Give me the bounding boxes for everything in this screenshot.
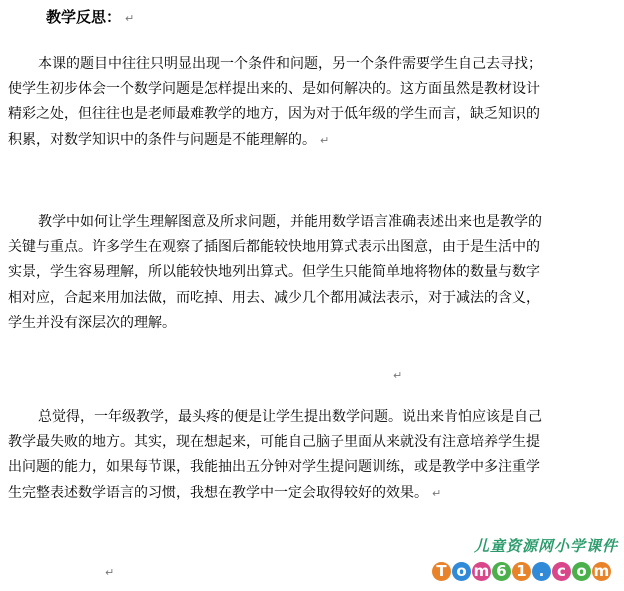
paragraph-line: 使学生初步体会一个数学问题是怎样提出来的、是如何解决的。这方面虽然是教材设计 [8, 81, 540, 98]
paragraph-line: 相对应，合起来用加法做，而吃掉、用去、减少几个都用减法表示，对于减法的含义， [8, 289, 540, 306]
watermark-site-name: 儿童资源网小学课件 [473, 537, 618, 555]
paragraph-mark-icon: ↵ [393, 369, 403, 382]
paragraph-line: 总觉得，一年级教学，最头疼的便是让学生提出数学问题。说出来肯怕应该是自己 [38, 409, 542, 425]
paragraph-line: 精彩之处，但往往也是老师最难教学的地方，因为对于低年级的学生而言，缺乏知识的 [8, 106, 540, 123]
watermark-letter: 1 [512, 562, 531, 581]
paragraph-line-text: 积累，对数学知识中的条件与问题是不能理解的。 [8, 131, 316, 148]
watermark-letter: o [572, 562, 591, 581]
heading-text: 教学反思： [46, 8, 122, 26]
watermark-letter: 6 [492, 562, 511, 581]
site-watermark-logo [426, 535, 618, 587]
watermark-letter: . [532, 562, 551, 581]
paragraph-mark-icon: ↵ [432, 486, 442, 500]
paragraph-mark-icon: ↵ [105, 566, 115, 579]
paragraph-line: 学生并没有深层次的理解。 [8, 314, 176, 331]
watermark-domain [432, 559, 616, 583]
paragraph-line: 教学中如何让学生理解图意及所求问题，并能用数学语言准确表述出来也是教学的 [38, 214, 542, 230]
watermark-letter: T [432, 562, 451, 581]
paragraph-line: 实景，学生容易理解，所以能较快地列出算式。但学生只能简单地将物体的数量与数字 [8, 264, 540, 281]
paragraph-line: 本课的题目中往往只明显出现一个条件和问题，另一个条件需要学生自己去寻找； [38, 56, 542, 72]
paragraph-1 [8, 52, 616, 153]
paragraph-line: 关键与重点。许多学生在观察了插图后都能较快地用算式表示出图意，由于是生活中的 [8, 239, 540, 256]
paragraph-line [8, 481, 616, 506]
watermark-letter: o [452, 562, 471, 581]
reflection-heading [46, 6, 134, 27]
paragraph-line: 教学最失败的地方。其实，现在想起来，可能自己脑子里面从来就没有注意培养学生提 [8, 434, 540, 451]
paragraph-line: 出问题的能力，如果每节课，我能抽出五分钟对学生提问题训练，或是教学中多注重学 [8, 459, 540, 476]
paragraph-line [8, 128, 616, 153]
paragraph-3 [8, 405, 616, 506]
watermark-letter: c [552, 562, 571, 581]
paragraph-mark-icon: ↵ [125, 12, 135, 25]
watermark-letter: m [593, 561, 610, 580]
paragraph-mark-icon: ↵ [320, 133, 330, 147]
watermark-letter: m [473, 561, 490, 580]
paragraph-line-text: 生完整表述数学语言的习惯，我想在教学中一定会取得较好的效果。 [8, 484, 428, 501]
paragraph-2 [8, 210, 616, 336]
